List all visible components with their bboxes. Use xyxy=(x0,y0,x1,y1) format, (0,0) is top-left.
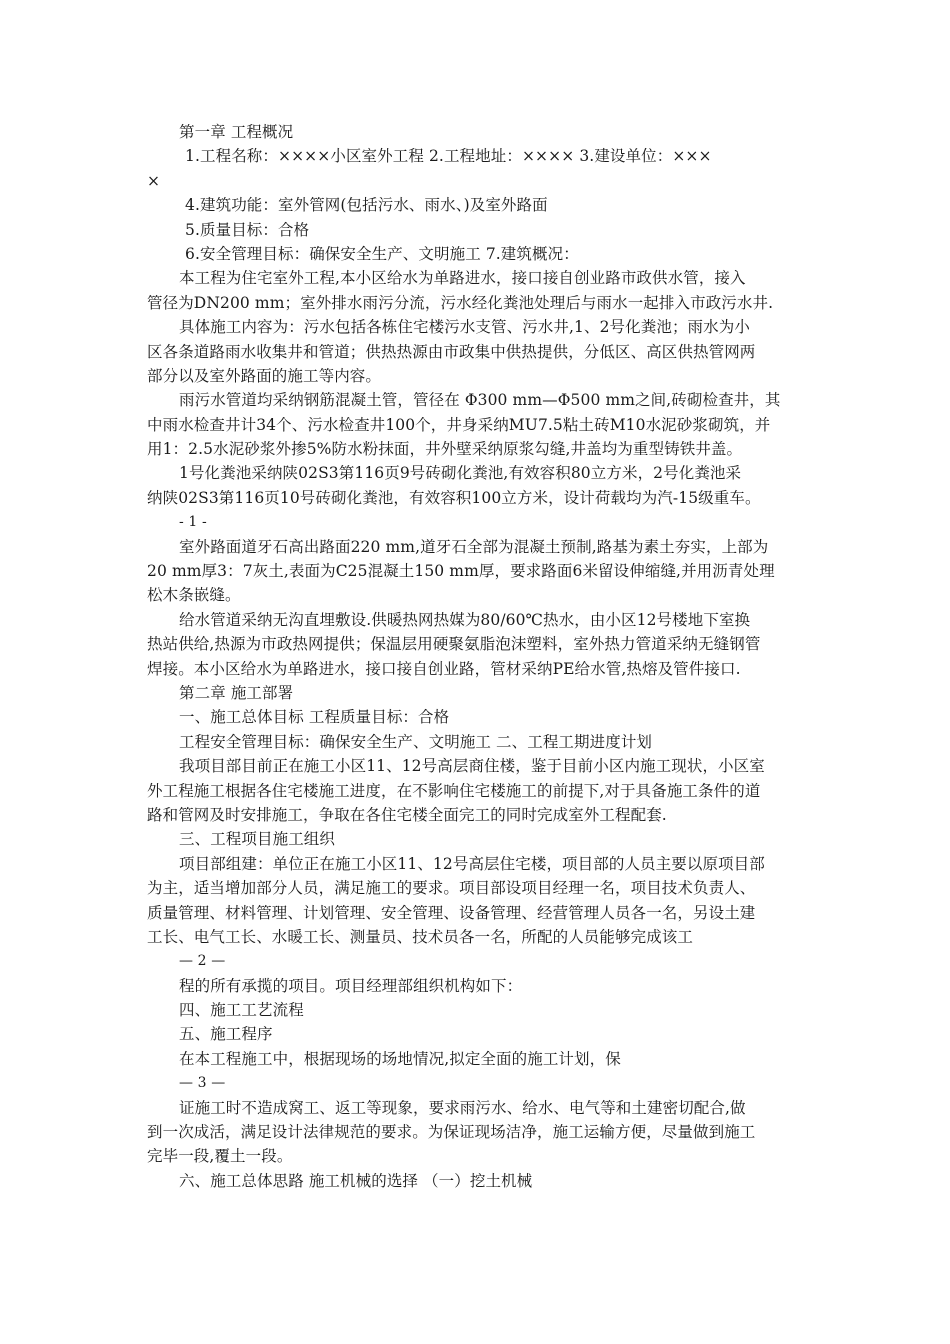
text-line: 为主，适当增加部分人员，满足施工的要求。项目部设项目经理一名，项目技术负责人、 xyxy=(147,879,756,898)
text-line: 四、施工工艺流程 xyxy=(179,1001,304,1020)
text-line: 项目部组建：单位正在施工小区11、12号高层住宅楼，项目部的人员主要以原项目部 xyxy=(179,854,765,873)
text-line: 完毕一段,覆土一段。 xyxy=(147,1147,293,1166)
text-line: 松木条嵌缝。 xyxy=(147,586,241,605)
text-line: 质量管理、材料管理、计划管理、安全管理、设备管理、经营管理人员各一名，另设土建 xyxy=(147,903,756,922)
text-line: 给水管道采纳无沟直埋敷设.供暖热网热媒为80/60℃热水，由小区12号楼地下室换 xyxy=(179,610,751,629)
text-line: 部分以及室外路面的施工等内容。 xyxy=(147,366,382,385)
text-line: 具体施工内容为：污水包括各栋住宅楼污水支管、污水井,1、2号化粪池；雨水为小 xyxy=(179,318,750,337)
text-line: 20 mm厚3：7灰土,表面为C25混凝土150 mm厚，要求路面6米留设伸缩缝,并用沥青处理 xyxy=(147,562,775,581)
text-line: 区各条道路雨水收集井和管道；供热热源由市政集中供热提供，分低区、高区供热管网两 xyxy=(147,342,756,361)
text-line: 1.工程名称：××××小区室外工程 2.工程地址：×××× 3.建设单位：××× xyxy=(185,147,712,166)
text-line: 室外路面道牙石高出路面220 mm,道牙石全部为混凝土预制,路基为素土夯实，上部为 xyxy=(179,537,769,556)
document-page xyxy=(147,120,807,1193)
text-line: 5.质量目标：合格 xyxy=(185,220,310,239)
page-number: — 3 — xyxy=(179,1075,226,1092)
text-line: 1号化粪池采纳陕02S3第116页9号砖砌化粪池,有效容积80立方米，2号化粪池采 xyxy=(179,464,742,483)
text-line: 证施工时不造成窝工、返工等现象，要求雨污水、给水、电气等和土建密切配合,做 xyxy=(179,1098,746,1117)
text-line: 一、施工总体目标 工程质量目标：合格 xyxy=(179,708,450,727)
text-line: 本工程为住宅室外工程,本小区给水为单路进水，接口接自创业路市政供水管，接入 xyxy=(179,269,746,288)
text-line: 热站供给,热源为市政热网提供；保温层用硬聚氨脂泡沫塑料，室外热力管道采纳无缝钢管 xyxy=(147,635,761,654)
page-number: — 2 — xyxy=(179,953,226,970)
text-line: 工程安全管理目标：确保安全生产、文明施工 二、工程工期进度计划 xyxy=(179,732,653,751)
text-line: 路和管网及时安排施工，争取在各住宅楼全面完工的同时完成室外工程配套. xyxy=(147,805,667,824)
text-line: 纳陕02S3第116页10号砖砌化粪池，有效容积100立方米，设计荷载均为汽-15级重车。 xyxy=(147,488,761,507)
text-line: 中雨水检查井计34个、污水检查井100个，井身采纳MU7.5粘土砖M10水泥砂浆砌筑，并 xyxy=(147,415,771,434)
text-line: 六、施工总体思路 施工机械的选择 （一）挖土机械 xyxy=(179,1171,533,1190)
text-line: 6.安全管理目标：确保安全生产、文明施工 7.建筑概况： xyxy=(185,244,579,263)
text-line: 外工程施工根据各住宅楼施工进度，在不影响住宅楼施工的前提下,对于具备施工条件的道 xyxy=(147,781,761,800)
text-line: 用1：2.5水泥砂浆外掺5%防水粉抹面，井外壁采纳原浆勾缝,井盖均为重型铸铁井盖。 xyxy=(147,440,743,459)
text-line: 工长、电气工长、水暖工长、测量员、技术员各一名，所配的人员能够完成该工 xyxy=(147,927,694,946)
text-line: 第一章 工程概况 xyxy=(179,123,294,141)
text-line: 程的所有承揽的项目。项目经理部组织机构如下： xyxy=(179,976,523,995)
page-number: - 1 - xyxy=(179,514,207,531)
text-line: 我项目部目前正在施工小区11、12号高层商住楼，鉴于目前小区内施工现状，小区室 xyxy=(179,757,765,776)
text-line: 雨污水管道均采纳钢筋混凝土管，管径在 Φ300 mm—Φ500 mm之间,砖砌检查井，其 xyxy=(179,391,781,410)
text-line: 管径为DN200 mm；室外排水雨污分流，污水经化粪池处理后与雨水一起排入市政污水井. xyxy=(147,293,774,312)
text-line: 到一次成活，满足设计法律规范的要求。为保证现场洁净，施工运输方便，尽量做到施工 xyxy=(147,1123,756,1142)
text-line: 4.建筑功能：室外管网(包括污水、雨水、)及室外路面 xyxy=(185,196,548,215)
text-line: 五、施工程序 xyxy=(179,1025,273,1044)
text-line: 第二章 施工部署 xyxy=(179,683,294,702)
text-line: 焊接。本小区给水为单路进水，接口接自创业路，管材采纳PE给水管,热熔及管件接口. xyxy=(147,659,741,678)
text-line: 三、工程项目施工组织 xyxy=(179,830,336,849)
text-line: 在本工程施工中，根据现场的场地情况,拟定全面的施工计划，保 xyxy=(179,1049,621,1068)
text-line: × xyxy=(147,171,161,190)
